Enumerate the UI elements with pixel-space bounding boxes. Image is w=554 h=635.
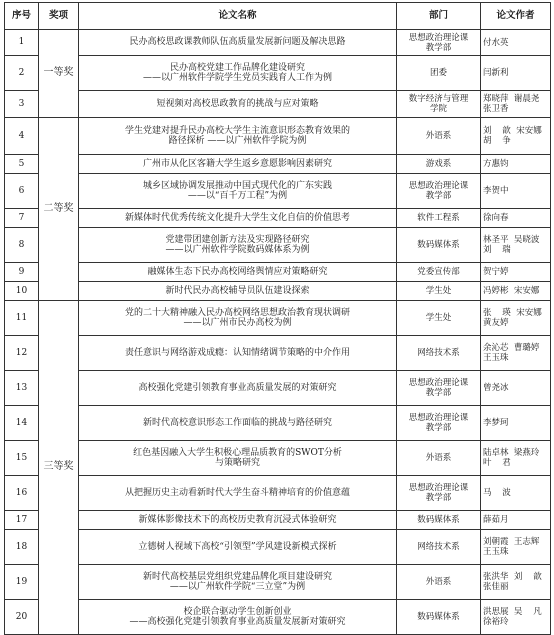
cell-paper-title bbox=[79, 441, 397, 476]
cell-number: 1 bbox=[5, 30, 39, 56]
cell-authors bbox=[481, 155, 551, 174]
cell-department bbox=[397, 336, 481, 371]
cell-number: 14 bbox=[5, 406, 39, 441]
cell-department bbox=[397, 209, 481, 228]
table-row bbox=[5, 91, 551, 118]
paper-title-line: 新时代高校基层党组织党建品牌化项目建设研究 bbox=[142, 571, 332, 582]
department-line: 学生处 bbox=[425, 313, 452, 323]
cell-authors bbox=[481, 371, 551, 406]
cell-paper-title bbox=[79, 30, 397, 56]
cell-number: 15 bbox=[5, 441, 39, 476]
cell-paper-title bbox=[79, 511, 397, 530]
paper-title-line: 短视频对高校思政教育的挑战与应对策略 bbox=[156, 98, 319, 109]
cell-paper-title bbox=[79, 301, 397, 336]
authors-line: 刘 瑞 bbox=[483, 245, 511, 255]
paper-title-line: ——高校强化党建引领教育事业高质量发展新对策研究 bbox=[129, 617, 346, 627]
cell-authors bbox=[481, 263, 551, 282]
cell-paper-title bbox=[79, 209, 397, 228]
cell-authors bbox=[481, 441, 551, 476]
paper-title-line: 党建带团建创新方法及实现路径研究 bbox=[165, 234, 310, 245]
authors-line: 刘朝霞 王志辉 bbox=[483, 537, 540, 547]
department-line: 数码媒体系 bbox=[417, 515, 460, 525]
cell-number: 3 bbox=[5, 91, 39, 118]
cell-number: 18 bbox=[5, 530, 39, 565]
table-row bbox=[5, 441, 551, 476]
authors-line: 张 瑛 宋安娜 bbox=[483, 308, 542, 318]
authors-line: 叶 君 bbox=[483, 458, 511, 468]
cell-paper-title bbox=[79, 476, 397, 511]
authors-line: 曾尧冰 bbox=[483, 383, 509, 393]
table-row bbox=[5, 174, 551, 209]
authors-line: 林圣平 吴晓波 bbox=[483, 235, 540, 245]
cell-paper-title bbox=[79, 600, 397, 635]
authors-line: 王玉珠 bbox=[483, 547, 509, 557]
authors-line: 徐裕玲 bbox=[483, 617, 509, 627]
authors-line: 方惠钧 bbox=[483, 159, 509, 169]
table-header-row bbox=[5, 3, 551, 30]
cell-department bbox=[397, 600, 481, 635]
department-line: 外语系 bbox=[425, 577, 452, 587]
table-row bbox=[5, 282, 551, 301]
cell-paper-title bbox=[79, 371, 397, 406]
cell-paper-title bbox=[79, 263, 397, 282]
cell-authors bbox=[481, 600, 551, 635]
cell-number: 6 bbox=[5, 174, 39, 209]
authors-line: 马 波 bbox=[483, 488, 511, 498]
cell-number: 16 bbox=[5, 476, 39, 511]
cell-authors bbox=[481, 91, 551, 118]
department-line: 游戏系 bbox=[425, 159, 452, 169]
department-line: 思想政治理论课 bbox=[408, 413, 469, 423]
department-line: 思想政治理论课 bbox=[408, 181, 469, 191]
department-line: 教学部 bbox=[425, 423, 452, 433]
authors-line: 刘 歆 宋安娜 bbox=[483, 126, 542, 136]
department-line: 网络技术系 bbox=[417, 348, 460, 358]
department-line: 学院 bbox=[429, 104, 447, 114]
cell-department bbox=[397, 301, 481, 336]
paper-title-line: 城乡区域协调发展推动中国式现代化的广东实践 bbox=[142, 180, 332, 191]
cell-authors bbox=[481, 336, 551, 371]
cell-authors bbox=[481, 209, 551, 228]
paper-title-line: 融媒体生态下民办高校网络舆情应对策略研究 bbox=[147, 266, 328, 277]
cell-number: 2 bbox=[5, 56, 39, 91]
authors-line: 胡 争 bbox=[483, 136, 511, 146]
authors-line: 洪思展 吴 凡 bbox=[483, 607, 542, 617]
paper-title-line: 学生党建对提升民办高校大学生主流意识形态教育效果的 bbox=[124, 125, 350, 136]
table-row bbox=[5, 565, 551, 600]
table-row bbox=[5, 371, 551, 406]
cell-paper-title bbox=[79, 155, 397, 174]
cell-department bbox=[397, 56, 481, 91]
paper-title-line: 校企联合驱动学生创新创业 bbox=[183, 606, 292, 617]
cell-number: 17 bbox=[5, 511, 39, 530]
cell-number: 12 bbox=[5, 336, 39, 371]
paper-title-line: 新媒体影像技术下的高校历史教育沉浸式体验研究 bbox=[138, 514, 337, 525]
header-title: 论文名称 bbox=[79, 3, 397, 30]
paper-title-line: ——以广州软件学院数码媒体系为例 bbox=[165, 245, 310, 255]
cell-department bbox=[397, 530, 481, 565]
cell-number: 7 bbox=[5, 209, 39, 228]
department-line: 数码媒体系 bbox=[417, 240, 460, 250]
cell-paper-title bbox=[79, 91, 397, 118]
table-row bbox=[5, 301, 551, 336]
authors-line: 徐向春 bbox=[483, 213, 509, 223]
header-authors: 论文作者 bbox=[481, 3, 551, 30]
paper-title-line: 与策略研究 bbox=[214, 458, 260, 468]
paper-title-line: ——以广州软件学院学生党员实践育人工作为例 bbox=[142, 73, 332, 83]
authors-line: 余沁芯 曹璐婷 bbox=[483, 343, 540, 353]
department-line: 外语系 bbox=[425, 453, 452, 463]
cell-number: 20 bbox=[5, 600, 39, 635]
authors-line: 贺宁婷 bbox=[483, 267, 509, 277]
cell-authors bbox=[481, 282, 551, 301]
cell-authors bbox=[481, 30, 551, 56]
header-department: 部门 bbox=[397, 3, 481, 30]
cell-paper-title bbox=[79, 530, 397, 565]
paper-title-line: 立德树人视域下高校“引领型”学风建设新模式探析 bbox=[138, 541, 337, 552]
paper-title-line: 新媒体时代优秀传统文化提升大学生文化自信的价值思考 bbox=[124, 212, 350, 223]
department-line: 数字经济与管理 bbox=[408, 94, 469, 104]
department-line: 学生处 bbox=[425, 286, 452, 296]
authors-line: 郑晓萍 谢晨尧 bbox=[483, 94, 540, 104]
cell-department bbox=[397, 371, 481, 406]
cell-authors bbox=[481, 406, 551, 441]
table-row bbox=[5, 155, 551, 174]
department-line: 网络技术系 bbox=[417, 542, 460, 552]
department-line: 思想政治理论课 bbox=[408, 32, 469, 43]
cell-paper-title bbox=[79, 406, 397, 441]
cell-department bbox=[397, 511, 481, 530]
authors-line: 李贺中 bbox=[483, 186, 509, 196]
cell-department bbox=[397, 565, 481, 600]
department-line: 教学部 bbox=[425, 493, 452, 503]
cell-award-level: 一等奖 bbox=[39, 30, 79, 118]
authors-line: 张佳丽 bbox=[483, 582, 509, 592]
department-line: 数码媒体系 bbox=[417, 612, 460, 622]
cell-paper-title bbox=[79, 228, 397, 263]
department-line: 教学部 bbox=[425, 42, 452, 53]
paper-title-line: 广州市从化区客籍大学生返乡意愿影响因素研究 bbox=[142, 158, 332, 169]
header-award: 奖项 bbox=[39, 3, 79, 30]
department-line: 思想政治理论课 bbox=[408, 378, 469, 388]
cell-authors bbox=[481, 56, 551, 91]
table-row bbox=[5, 511, 551, 530]
cell-paper-title bbox=[79, 118, 397, 155]
paper-title-line: ——以广州软件学院“三立堂”为例 bbox=[169, 582, 306, 592]
cell-department bbox=[397, 406, 481, 441]
paper-title-line: ——以“百千万工程”为例 bbox=[187, 191, 288, 201]
cell-department bbox=[397, 155, 481, 174]
table-row bbox=[5, 30, 551, 56]
authors-line: 黄友婷 bbox=[483, 318, 509, 328]
cell-authors bbox=[481, 174, 551, 209]
table-row bbox=[5, 209, 551, 228]
authors-line: 付水英 bbox=[483, 37, 509, 48]
table-row bbox=[5, 56, 551, 91]
cell-department bbox=[397, 118, 481, 155]
cell-number: 8 bbox=[5, 228, 39, 263]
department-line: 思想政治理论课 bbox=[408, 483, 469, 493]
paper-title-line: 新时代高校意识形态工作面临的挑战与路径研究 bbox=[142, 417, 332, 428]
table-row bbox=[5, 228, 551, 263]
cell-award-level: 二等奖 bbox=[39, 118, 79, 301]
table-row bbox=[5, 600, 551, 635]
authors-line: 冯婷彬 宋安娜 bbox=[483, 286, 540, 296]
table-row bbox=[5, 336, 551, 371]
cell-department bbox=[397, 263, 481, 282]
cell-authors bbox=[481, 118, 551, 155]
authors-line: 李梦珂 bbox=[483, 418, 509, 428]
cell-paper-title bbox=[79, 565, 397, 600]
cell-number: 5 bbox=[5, 155, 39, 174]
authors-line: 张卫香 bbox=[483, 104, 509, 114]
cell-department bbox=[397, 441, 481, 476]
table-row bbox=[5, 476, 551, 511]
cell-authors bbox=[481, 301, 551, 336]
cell-number: 10 bbox=[5, 282, 39, 301]
table-row bbox=[5, 118, 551, 155]
cell-department bbox=[397, 282, 481, 301]
department-line: 教学部 bbox=[425, 191, 452, 201]
paper-title-line: 红色基因融入大学生积极心理品质教育的SWOT分析 bbox=[133, 447, 342, 458]
paper-title-line: 高校强化党建引领教育事业高质量发展的对策研究 bbox=[138, 382, 337, 393]
paper-title-line: 民办高校党建工作品牌化建设研究 bbox=[169, 62, 305, 73]
paper-title-line: 路径探析 ——以广州软件学院为例 bbox=[168, 136, 307, 146]
cell-number: 4 bbox=[5, 118, 39, 155]
cell-number: 13 bbox=[5, 371, 39, 406]
cell-paper-title bbox=[79, 56, 397, 91]
cell-authors bbox=[481, 511, 551, 530]
cell-department bbox=[397, 476, 481, 511]
department-line: 教学部 bbox=[425, 388, 452, 398]
awards-table bbox=[4, 2, 551, 635]
paper-title-line: 责任意识与网络游戏成瘾：认知情绪调节策略的中介作用 bbox=[124, 347, 350, 358]
authors-line: 张洪华 刘 歆 bbox=[483, 572, 542, 582]
authors-line: 闫新利 bbox=[483, 68, 509, 78]
department-line: 外语系 bbox=[425, 131, 452, 141]
cell-paper-title bbox=[79, 282, 397, 301]
authors-line: 薛茹月 bbox=[483, 515, 509, 525]
department-line: 软件工程系 bbox=[417, 213, 460, 223]
paper-title-line: 党的二十大精神融入民办高校网络思想政治教育现状调研 bbox=[124, 307, 350, 318]
paper-title-line: 从把握历史主动看新时代大学生奋斗精神培育的价值意蕴 bbox=[124, 487, 350, 498]
cell-authors bbox=[481, 228, 551, 263]
paper-title-line: ——以广州市民办高校为例 bbox=[183, 318, 292, 328]
cell-department bbox=[397, 91, 481, 118]
cell-department bbox=[397, 30, 481, 56]
cell-authors bbox=[481, 476, 551, 511]
table-row bbox=[5, 263, 551, 282]
table-row bbox=[5, 530, 551, 565]
cell-department bbox=[397, 228, 481, 263]
cell-number: 11 bbox=[5, 301, 39, 336]
authors-line: 陆卓林 梁燕玲 bbox=[483, 448, 540, 458]
department-line: 党委宣传部 bbox=[417, 267, 460, 277]
cell-authors bbox=[481, 530, 551, 565]
cell-number: 19 bbox=[5, 565, 39, 600]
header-number: 序号 bbox=[5, 3, 39, 30]
cell-authors bbox=[481, 565, 551, 600]
cell-paper-title bbox=[79, 174, 397, 209]
paper-title-line: 民办高校思政课教师队伍高质量发展新问题及解决思路 bbox=[129, 37, 346, 48]
cell-award-level: 三等奖 bbox=[39, 301, 79, 635]
cell-paper-title bbox=[79, 336, 397, 371]
table-row bbox=[5, 406, 551, 441]
authors-line: 王玉珠 bbox=[483, 353, 509, 363]
cell-department bbox=[397, 174, 481, 209]
department-line: 团委 bbox=[429, 68, 447, 78]
paper-title-line: 新时代民办高校辅导员队伍建设探索 bbox=[165, 285, 310, 296]
cell-number: 9 bbox=[5, 263, 39, 282]
